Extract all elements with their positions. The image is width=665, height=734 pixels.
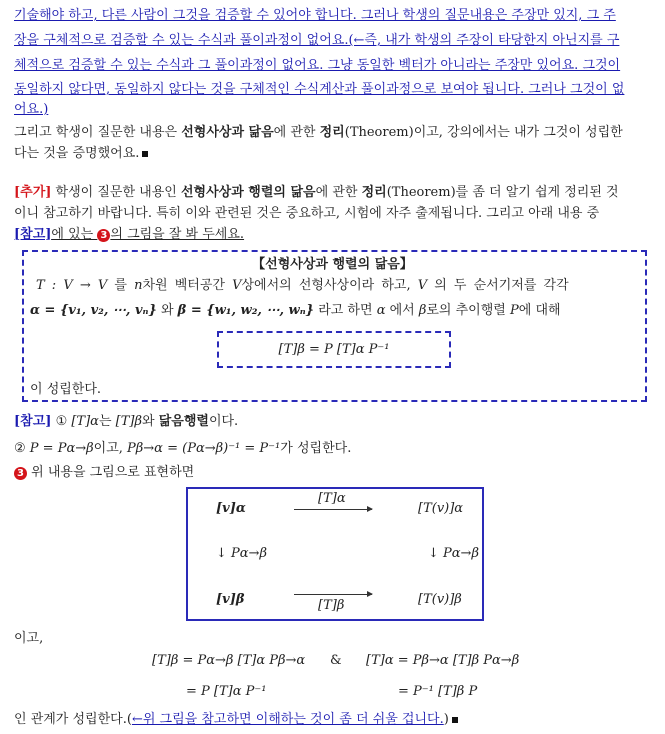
equation-1-right: [T]α = Pβ→α [T]β Pα→β xyxy=(366,653,520,668)
circled-number-icon: 3 xyxy=(14,467,27,480)
diagram-bottom-left: [v]β xyxy=(216,592,245,607)
intro-text: 어요.) xyxy=(14,102,49,117)
term-similar-matrix: 닮음행렬 xyxy=(158,414,209,429)
end-square-icon xyxy=(452,717,458,723)
addendum-line-3 xyxy=(14,226,244,244)
addendum-text: 이니 참고하기 바랍니다. 특히 이와 관련된 것은 중요하고, 시험에 자주 출제됩니다. 그리고 아래 내용 중 xyxy=(14,206,600,221)
theorem-line-1 xyxy=(36,277,569,295)
closing-final xyxy=(14,711,458,729)
note-text: 이다. xyxy=(208,414,239,429)
math-T-beta: [T]β xyxy=(115,414,142,429)
intro-text: 동일하지 않다면, 동일하지 않다는 것을 구체적인 수식계산과 풀이과정으로 보여야 됩니다. 그러나 그것이 없 xyxy=(14,82,625,97)
addendum-line-1 xyxy=(14,184,619,202)
intro-text: 체적으로 검증할 수 있는 수식과 그 풀이과정이 없어요. 그냥 동일한 벡터가 아니라는 주장만 있어요. 그것이 xyxy=(14,58,621,73)
closing-also: 이고, xyxy=(14,631,44,646)
closing-text: 인 관계가 성립한다.( xyxy=(14,712,132,727)
end-square-icon xyxy=(142,151,148,157)
diagram-bottom-arrow xyxy=(294,594,372,595)
ref-tag: [참고] xyxy=(14,227,52,242)
math-T: T xyxy=(36,278,45,293)
note-text: 가 성립한다. xyxy=(280,441,352,456)
note-number: ① xyxy=(55,414,68,429)
note-text: 와 xyxy=(142,414,159,429)
theorem-formula: [T]β = P [T]α P⁻¹ xyxy=(278,342,390,357)
closing-text: ) xyxy=(443,712,449,727)
diagram-bottom-arrow-label: [T]β xyxy=(318,598,345,613)
theorem-text: 를 xyxy=(114,278,135,293)
math-T-alpha: [T]α xyxy=(71,414,99,429)
equation-2-left: = P [T]α P⁻¹ xyxy=(186,684,267,699)
intro-text: 기술해야 하고, 다른 사람이 그것을 검증할 수 있어야 합니다. 그러나 학생의 질문내용은 주장만 있지, 그 주 xyxy=(14,8,616,23)
addendum-text: 의 그림을 잘 봐 두세요. xyxy=(110,227,245,242)
diagram-top-arrow-label: [T]α xyxy=(318,491,346,506)
intro-line-2 xyxy=(14,32,619,50)
math-P-inverse: Pβ→α = (Pα→β)⁻¹ = P⁻¹ xyxy=(127,441,281,456)
note-1 xyxy=(14,413,238,431)
theorem-text: 라고 하면 xyxy=(318,303,377,318)
theorem-text: 로의 추이행렬 xyxy=(426,303,510,318)
closing-hint: ←위 그림을 참고하면 이해하는 것이 좀 더 쉬울 겁니다. xyxy=(131,712,444,727)
note-number: ② xyxy=(14,441,26,456)
diagram-mid-left: ↓ Pα→β xyxy=(216,546,267,561)
math-P-def: P = Pα→β xyxy=(29,441,94,456)
note-tag: [참고] xyxy=(14,414,52,429)
intro-text: 그리고 학생이 질문한 내용은 xyxy=(14,125,182,140)
math-V: V xyxy=(417,278,428,293)
term-theorem: 정리 xyxy=(319,125,345,140)
theorem-text: 에서 xyxy=(385,303,419,318)
intro-line-6 xyxy=(14,124,623,142)
math-beta: β xyxy=(418,303,427,318)
intro-text: 에 관한 xyxy=(273,125,320,140)
math-alpha: α xyxy=(376,303,386,318)
diagram-bottom-right: [T(v)]β xyxy=(418,592,462,607)
note-text: 이고, xyxy=(93,441,128,456)
note-text: 위 내용을 그림으로 표현하면 xyxy=(27,465,195,480)
note-3 xyxy=(14,464,194,482)
intro-text: (Theorem)이고, 강의에서는 내가 그것이 성립한 xyxy=(344,125,623,140)
intro-line-3 xyxy=(14,57,620,75)
theorem-title: 【선형사상과 행렬의 닮음】 xyxy=(252,257,413,272)
math-V: V xyxy=(232,278,242,293)
addendum-text: 학생이 질문한 내용인 xyxy=(51,185,181,200)
intro-line-5 xyxy=(14,101,48,119)
term-linear-map-similarity: 선형사상과 닮음 xyxy=(181,125,274,140)
note-text: 는 xyxy=(98,414,116,429)
intro-line-7 xyxy=(14,145,148,163)
equation-ampersand: & xyxy=(330,653,342,668)
equation-1-left: [T]β = Pα→β [T]α Pβ→α xyxy=(152,653,306,668)
diagram-mid-right: ↓ Pα→β xyxy=(428,546,479,561)
basis-beta: β = {w₁, w₂, ⋯, wₙ} xyxy=(177,303,315,318)
theorem-text: 와 xyxy=(160,303,174,318)
math-P: P xyxy=(510,303,519,318)
addendum-text: 에 관한 xyxy=(315,185,362,200)
addendum-text: 에 있는 xyxy=(51,227,98,242)
math-n: n xyxy=(134,278,143,293)
theorem-text: 에 대해 xyxy=(518,303,561,318)
diagram-top-left: [v]α xyxy=(216,501,246,516)
circled-number-icon: 3 xyxy=(97,229,110,242)
note-2 xyxy=(14,440,351,458)
addendum-line-2 xyxy=(14,205,599,223)
term-linear-map-matrix-similarity: 선형사상과 행렬의 닮음 xyxy=(180,185,316,200)
diagram-top-right: [T(v)]α xyxy=(418,501,464,516)
theorem-line-2 xyxy=(30,302,561,320)
theorem-text: 차원 벡터공간 xyxy=(142,278,233,293)
diagram-top-arrow xyxy=(294,509,372,510)
term-theorem: 정리 xyxy=(361,185,387,200)
theorem-text: 의 두 순서기저를 각각 xyxy=(427,278,569,293)
intro-text: (←즉, 내가 학생의 주장이 타당한지 아닌지를 구 xyxy=(348,33,620,48)
intro-text: 장을 구체적으로 검증할 수 있는 수식과 풀이과정이 없어요. xyxy=(14,33,349,48)
intro-text: 다는 것을 증명했어요. xyxy=(14,146,140,161)
basis-alpha: α = {v₁, v₂, ⋯, vₙ} xyxy=(30,303,157,318)
theorem-conclusion: 이 성립한다. xyxy=(30,382,102,397)
intro-line-1 xyxy=(14,7,616,25)
addendum-tag: [추가] xyxy=(14,185,52,200)
intro-line-4 xyxy=(14,81,624,99)
equation-2-right: = P⁻¹ [T]β P xyxy=(398,684,478,699)
math-map: : V → V xyxy=(44,278,115,293)
addendum-text: (Theorem)를 좀 더 알기 쉽게 정리된 것 xyxy=(386,185,619,200)
theorem-text: 상에서의 선형사상이라 하고, xyxy=(241,278,418,293)
